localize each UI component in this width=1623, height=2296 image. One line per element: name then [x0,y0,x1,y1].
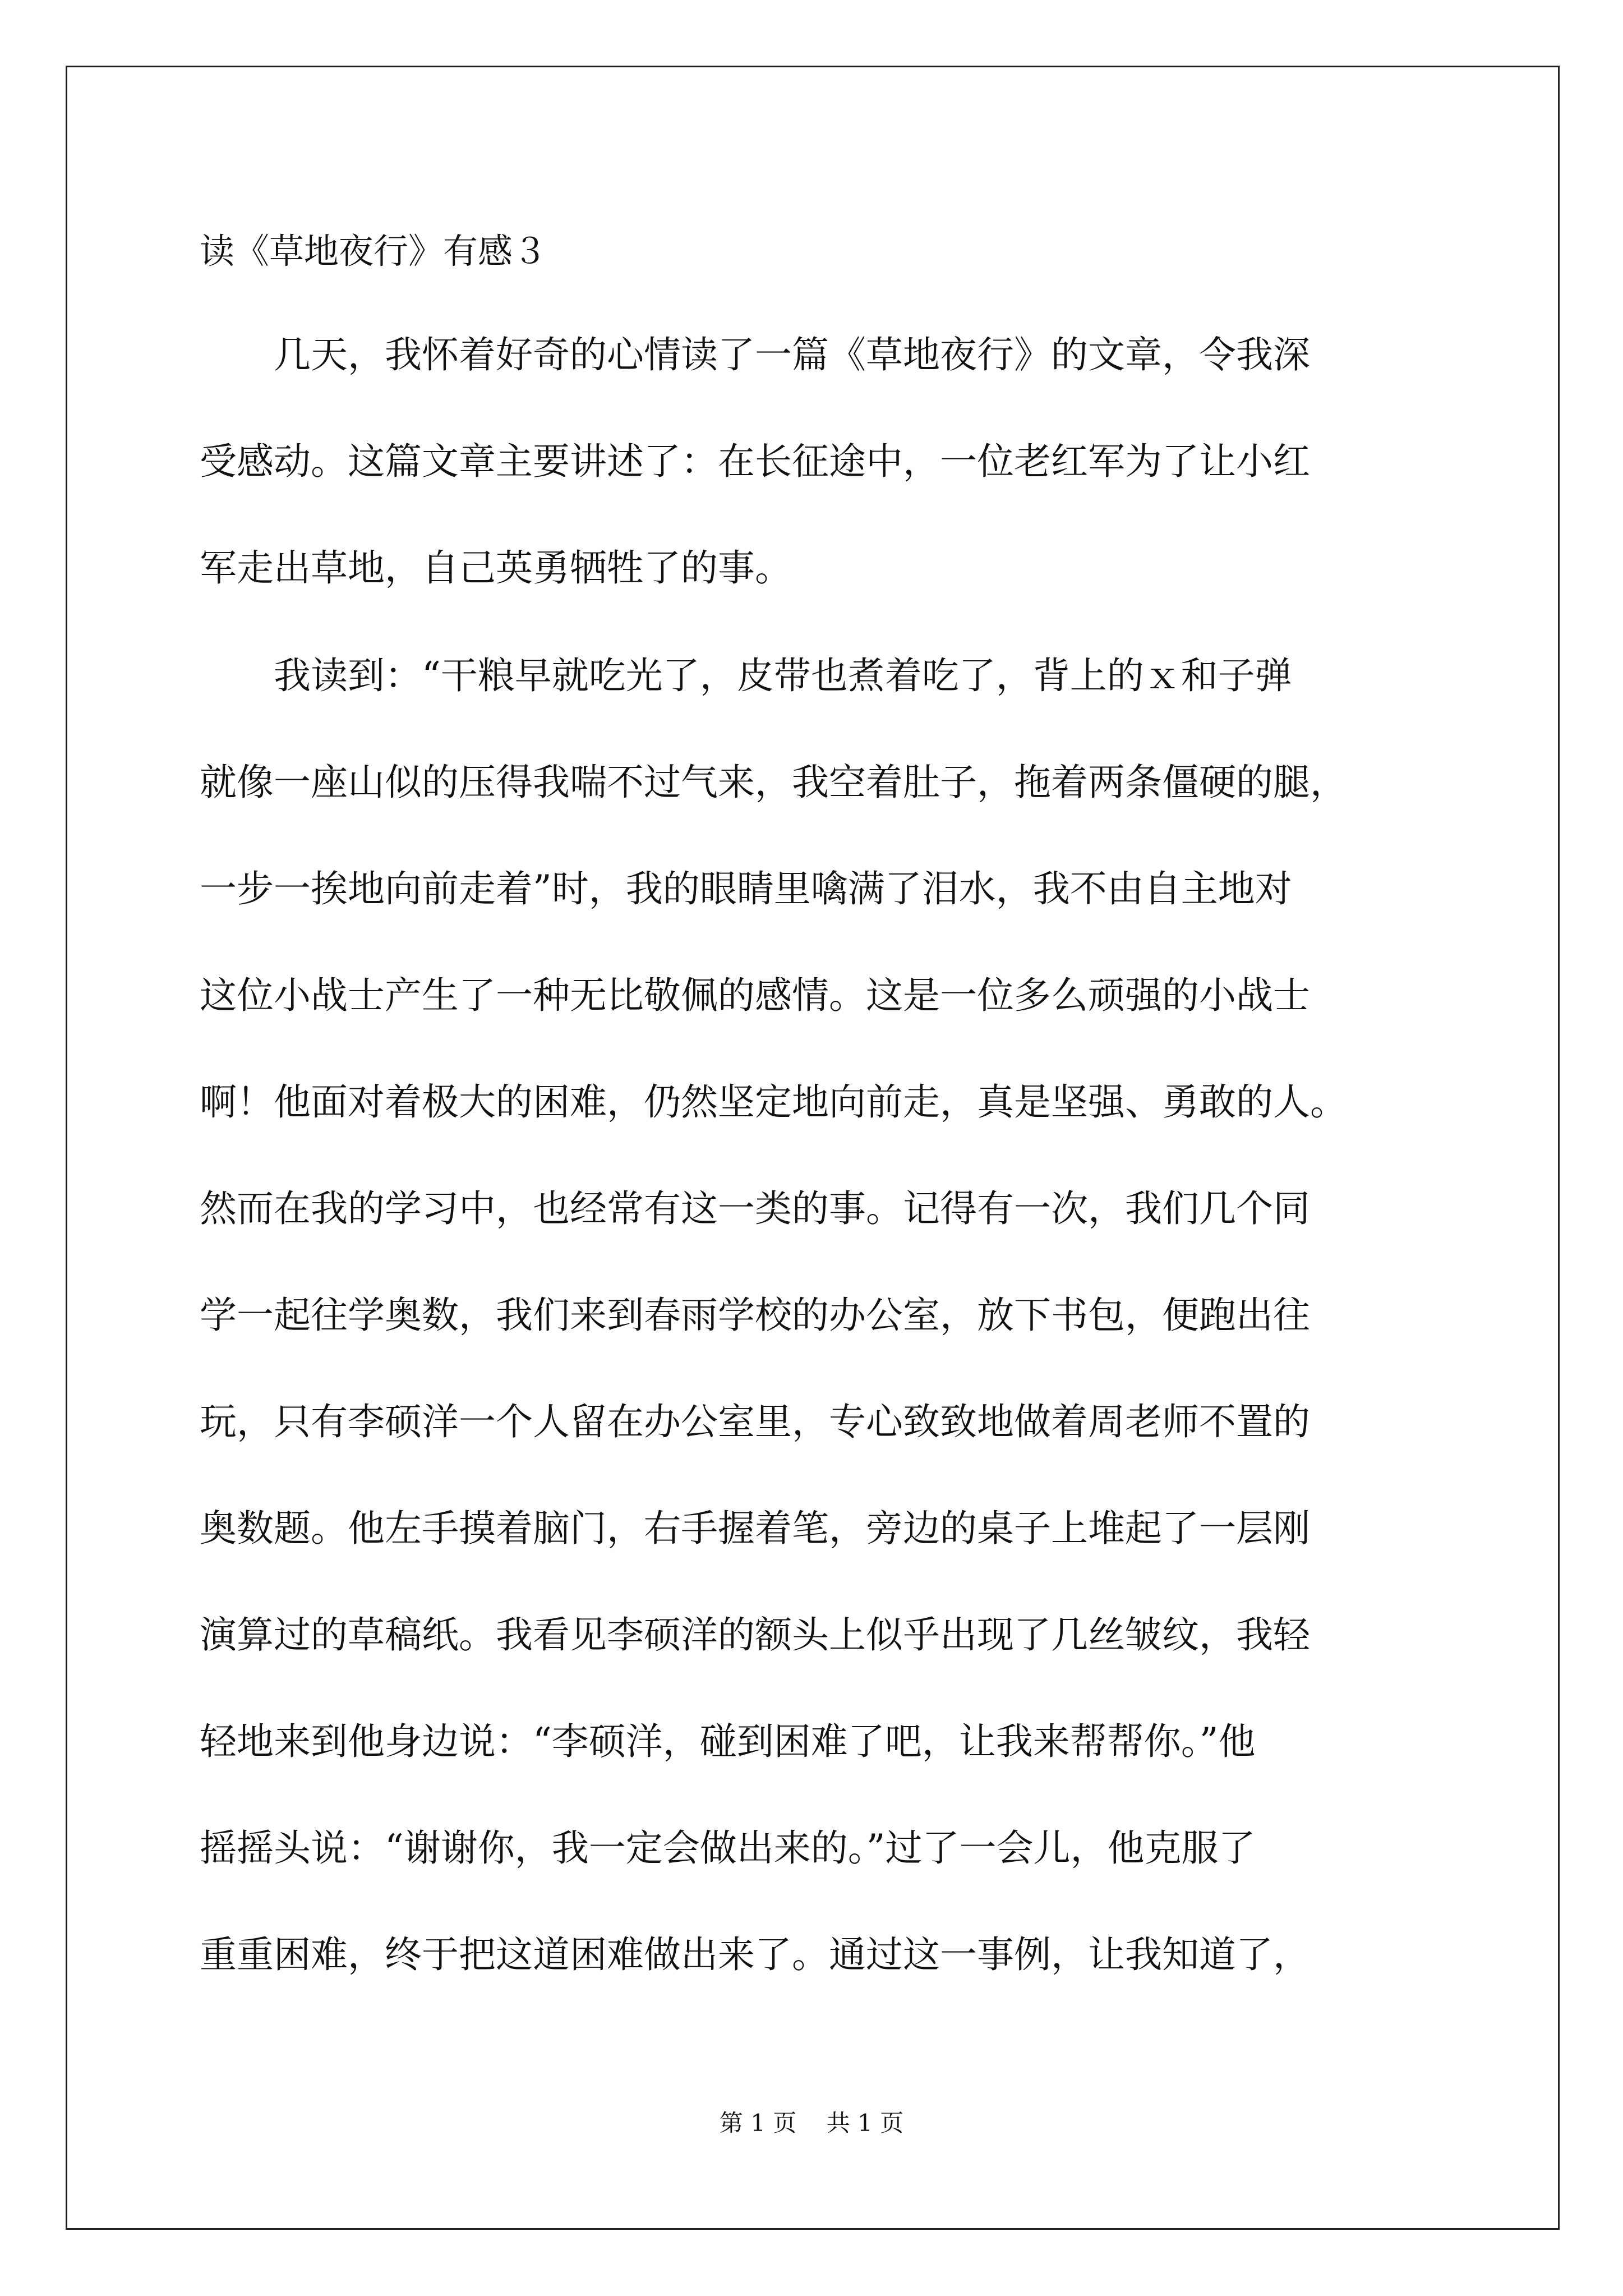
text-line: 轻地来到他身边说：“李硕洋，碰到困难了吧，让我来帮帮你。”他 [200,1720,1256,1763]
text-line: 一步一挨地向前走着”时，我的眼睛里噙满了泪水，我不由自主地对 [200,867,1292,910]
text-line: 演算过的草稿纸。我看见李硕洋的额头上似乎出现了几丝皱纹，我轻 [200,1613,1310,1657]
page-number-footer: 第 1 页 共 1 页 [719,2109,904,2137]
text-line: 就像一座山似的压得我喘不过气来，我空着肚子，拖着两条僵硬的腿， [200,761,1347,804]
text-line: 军走出草地，自己英勇牺牲了的事。 [200,546,792,590]
text-line: 奥数题。他左手摸着脑门，右手握着笔，旁边的桌子上堆起了一层刚 [200,1507,1310,1550]
text-line: 几天，我怀着好奇的心情读了一篇《草地夜行》的文章，令我深 [200,333,1310,376]
page-border [66,66,1560,2230]
text-line: 重重困难，终于把这道困难做出来了。通过这一事例，让我知道了， [200,1933,1310,1976]
text-line: 这位小战士产生了一种无比敬佩的感情。这是一位多么顽强的小战士 [200,974,1310,1017]
text-line: 我读到：“干粮早就吃光了，皮带也煮着吃了，背上的ｘ和子弹 [200,654,1292,697]
text-line: 然而在我的学习中，也经常有这一类的事。记得有一次，我们几个同 [200,1187,1310,1230]
text-line: 学一起往学奥数，我们来到春雨学校的办公室，放下书包，便跑出往 [200,1294,1310,1337]
document-title: 读《草地夜行》有感３ [200,231,548,272]
text-line: 啊！他面对着极大的困难，仍然坚定地向前走，真是坚强、勇敢的人。 [200,1080,1347,1124]
text-line: 玩，只有李硕洋一个人留在办公室里，专心致致地做着周老师不置的 [200,1400,1310,1443]
text-line: 受感动。这篇文章主要讲述了：在长征途中，一位老红军为了让小红 [200,440,1310,483]
text-line: 摇摇头说：“谢谢你，我一定会做出来的。”过了一会儿，他克服了 [200,1826,1256,1870]
